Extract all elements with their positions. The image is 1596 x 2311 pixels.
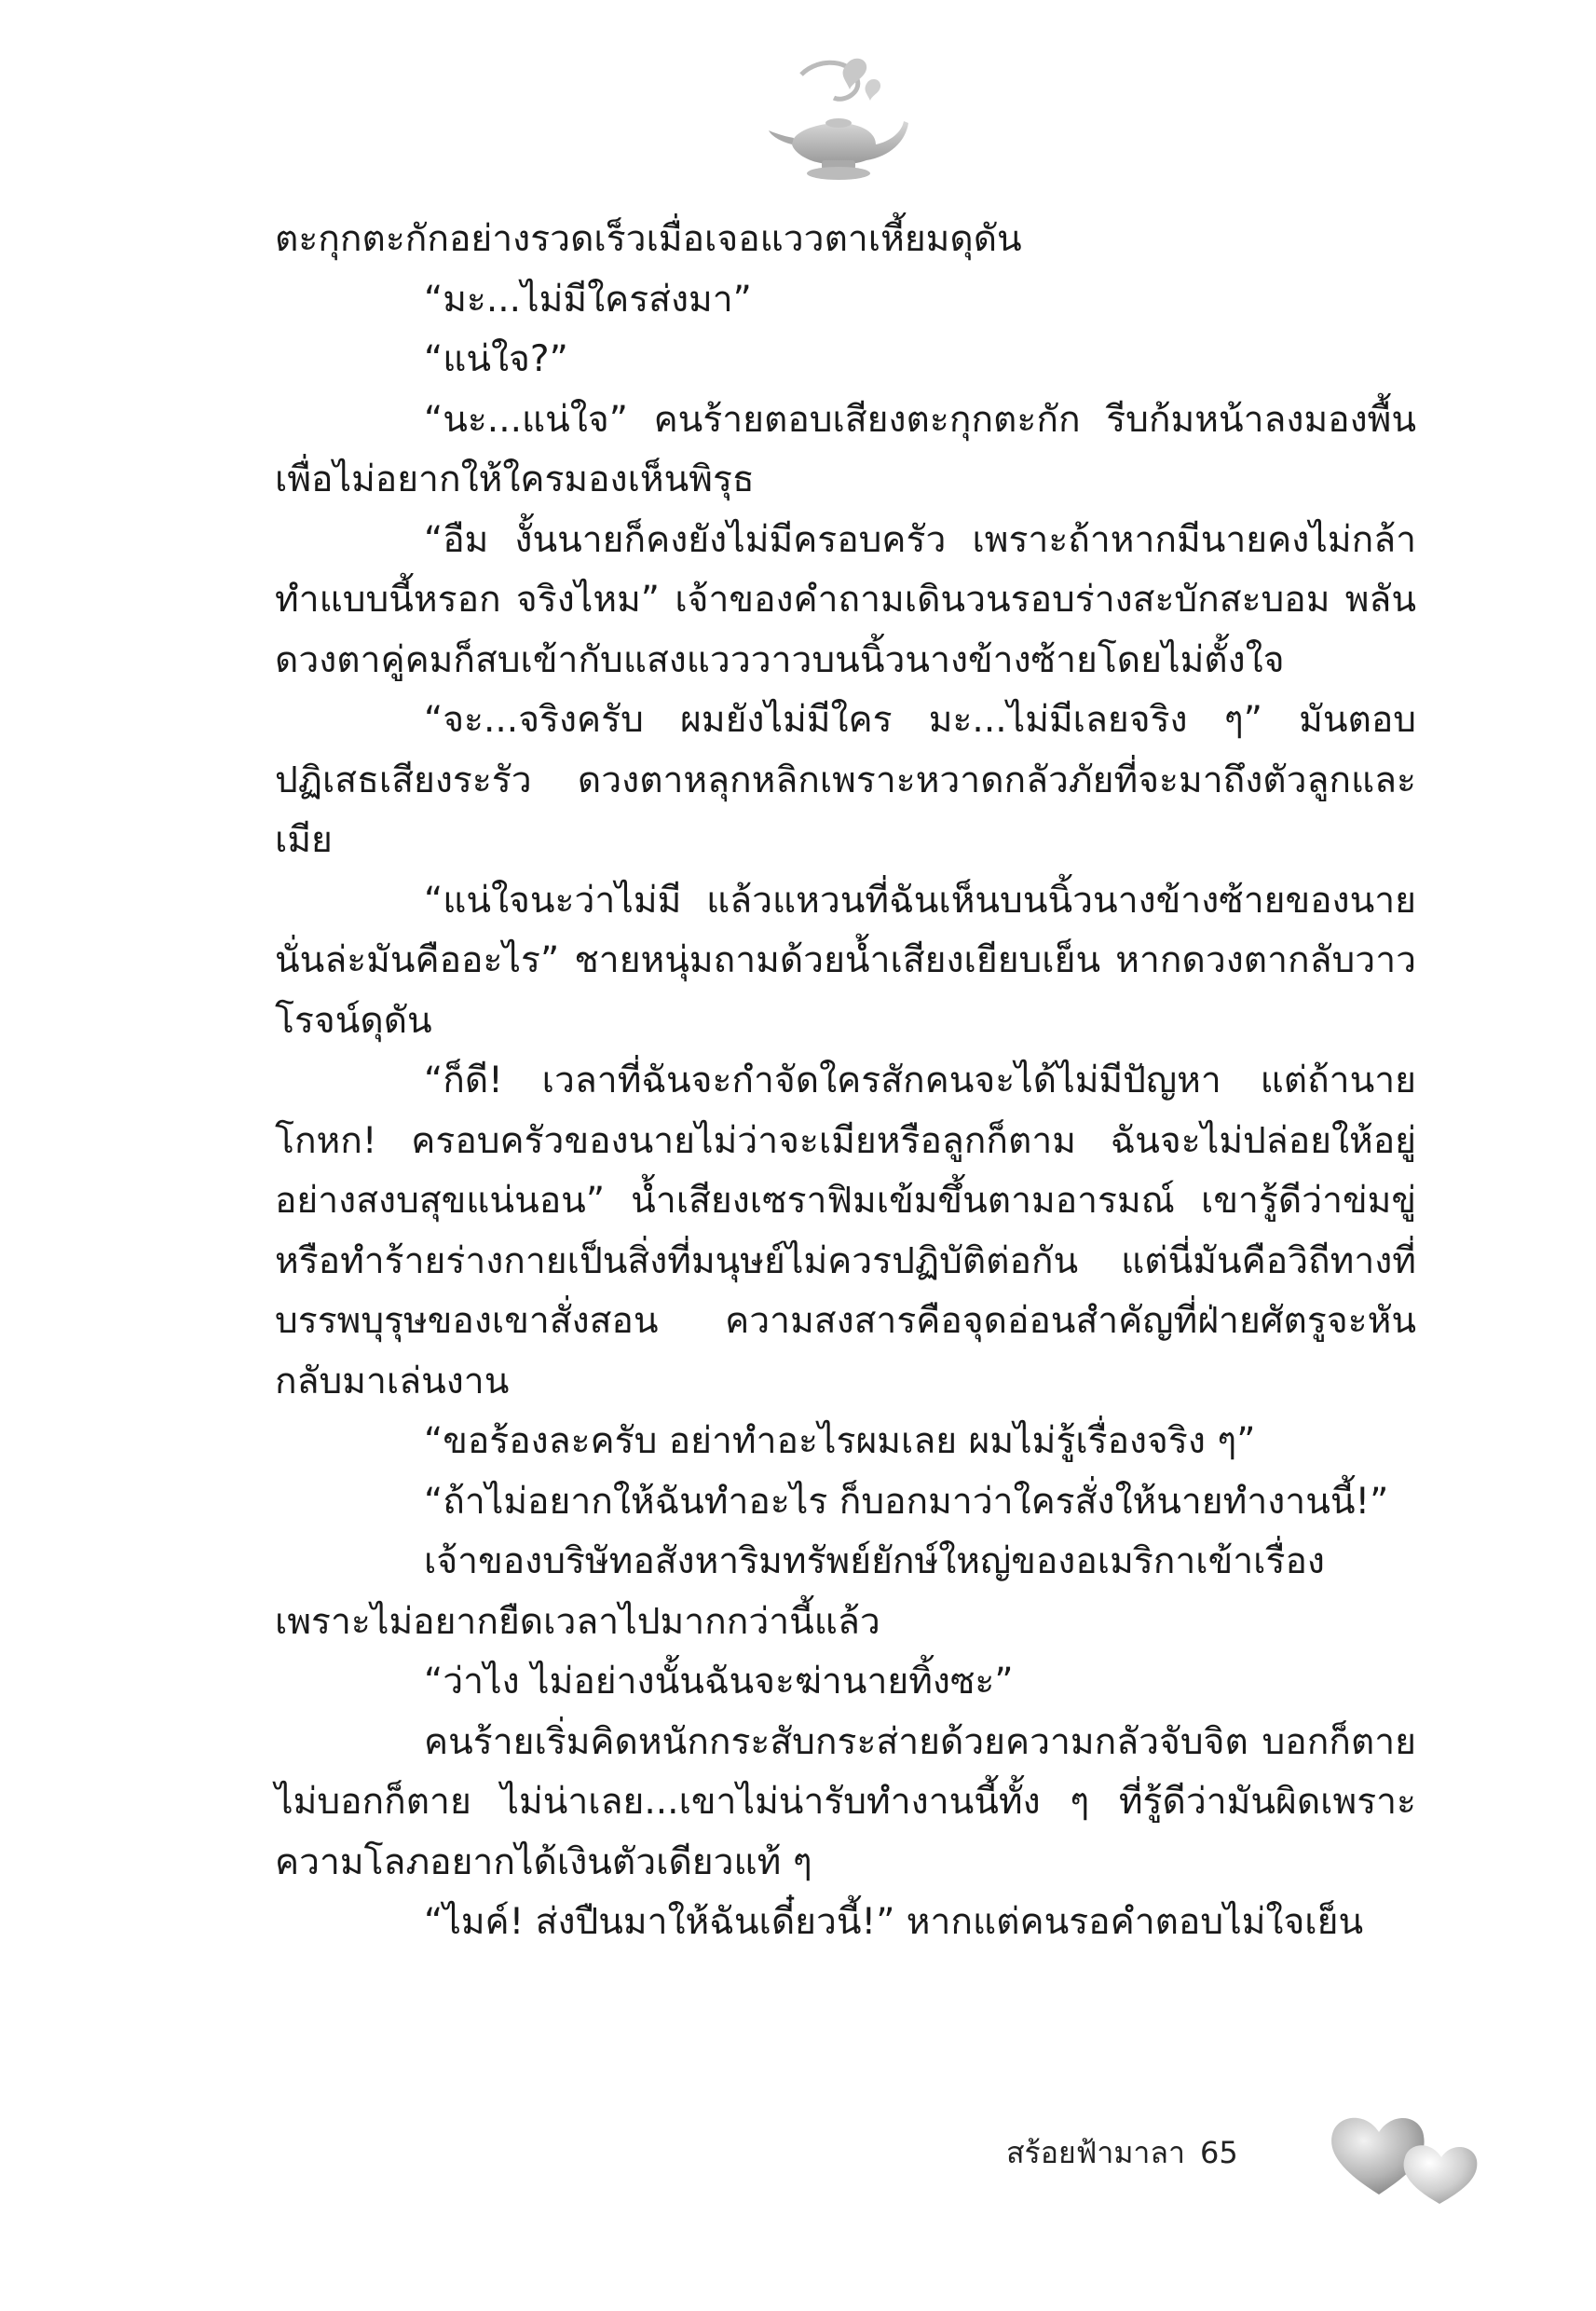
paragraph: “ก็ดี! เวลาที่ฉันจะกำจัดใครสักคนจะได้ไม่มีปัญหา แต่ถ้านายโกหก! ครอบครัวของนายไม่ว่าจะเมียหรือลูกก็ตาม ฉันจะไม่ปล่อยให้อยู่อย่างสงบสุขแน่นอน” น้ำเสียงเซราฟิมเข้มขึ้นตามอารมณ์ เขารู้ดีว่าข่มขู่หรือทำร้ายร่างกายเป็นสิ่งที่มนุษย์ไม่ควรปฏิบัติต่อกัน แต่นี่มันคือวิถีทางที่บรรพบุรุษของเขาสั่งสอน ความสงสารคือจุดอ่อนสำคัญที่ฝ่ายศัตรูจะหันกลับมาเล่นงาน	[275, 1060, 1416, 1402]
genie-lamp-icon	[764, 56, 913, 186]
paragraph: ตะกุกตะกักอย่างรวดเร็วเมื่อเจอแววตาเหี้ยมดุดัน	[275, 218, 1022, 260]
paragraph: “ไมค์! ส่งปืนมาให้ฉันเดี๋ยวนี้!” หากแต่คนรอคำตอบไม่ใจเย็น	[424, 1901, 1364, 1943]
page-number: 65	[1199, 2135, 1238, 2170]
paragraph: “จะ...จริงครับ ผมยังไม่มีใคร มะ...ไม่มีเลยจริง ๆ” มันตอบปฏิเสธเสียงระรัว ดวงตาหลุกหลิกเพราะหวาดกลัวภัยที่จะมาถึงตัวลูกและเมีย	[275, 699, 1416, 861]
hearts-icon	[1323, 2106, 1491, 2208]
paragraph: “ว่าไง ไม่อย่างนั้นฉันจะฆ่านายทิ้งซะ”	[424, 1661, 1014, 1702]
paragraph: “แน่ใจนะว่าไม่มี แล้วแหวนที่ฉันเห็นบนนิ้วนางข้างซ้ายของนายนั่นล่ะมันคืออะไร” ชายหนุ่มถามด้วยน้ำเสียงเยียบเย็น หากดวงตากลับวาวโรจน์ดุดัน	[275, 879, 1416, 1042]
paragraph: “ถ้าไม่อยากให้ฉันทำอะไร ก็บอกมาว่าใครสั่งให้นายทำงานนี้!”	[424, 1480, 1389, 1523]
book-title: สร้อยฟ้ามาลา	[1006, 2134, 1185, 2170]
paragraph: “อืม งั้นนายก็คงยังไม่มีครอบครัว เพราะถ้าหากมีนายคงไม่กล้าทำแบบนี้หรอก จริงไหม” เจ้าของคำถามเดินวนรอบร่างสะบักสะบอม พลันดวงตาคู่คมก็สบเข้ากับแสงแวววาวบนนิ้วนางข้างซ้ายโดยไม่ตั้งใจ	[275, 518, 1416, 681]
paragraph: “ขอร้องละครับ อย่าทำอะไรผมเลย ผมไม่รู้เรื่องจริง ๆ”	[424, 1420, 1256, 1462]
paragraph: เจ้าของบริษัทอสังหาริมทรัพย์ยักษ์ใหญ่ของอเมริกาเข้าเรื่องเพราะไม่อยากยืดเวลาไปมากกว่านี้แล้ว	[275, 1540, 1325, 1643]
paragraph: คนร้ายเริ่มคิดหนักกระสับกระส่ายด้วยความกลัวจับจิต บอกก็ตาย ไม่บอกก็ตาย ไม่น่าเลย...เขาไม่น่ารับทำงานนี้ทั้ง ๆ ที่รู้ดีว่ามันผิดเพราะความโลภอยากได้เงินตัวเดียวแท้ ๆ	[275, 1720, 1416, 1883]
paragraph: “นะ...แน่ใจ” คนร้ายตอบเสียงตะกุกตะกัก รีบก้มหน้าลงมองพื้นเพื่อไม่อยากให้ใครมองเห็นพิรุธ	[275, 398, 1416, 500]
paragraph: “มะ...ไม่มีใครส่งมา”	[424, 278, 752, 321]
page-footer	[1006, 2125, 1238, 2181]
paragraph: “แน่ใจ?”	[424, 338, 568, 380]
body-text	[275, 210, 1416, 1953]
